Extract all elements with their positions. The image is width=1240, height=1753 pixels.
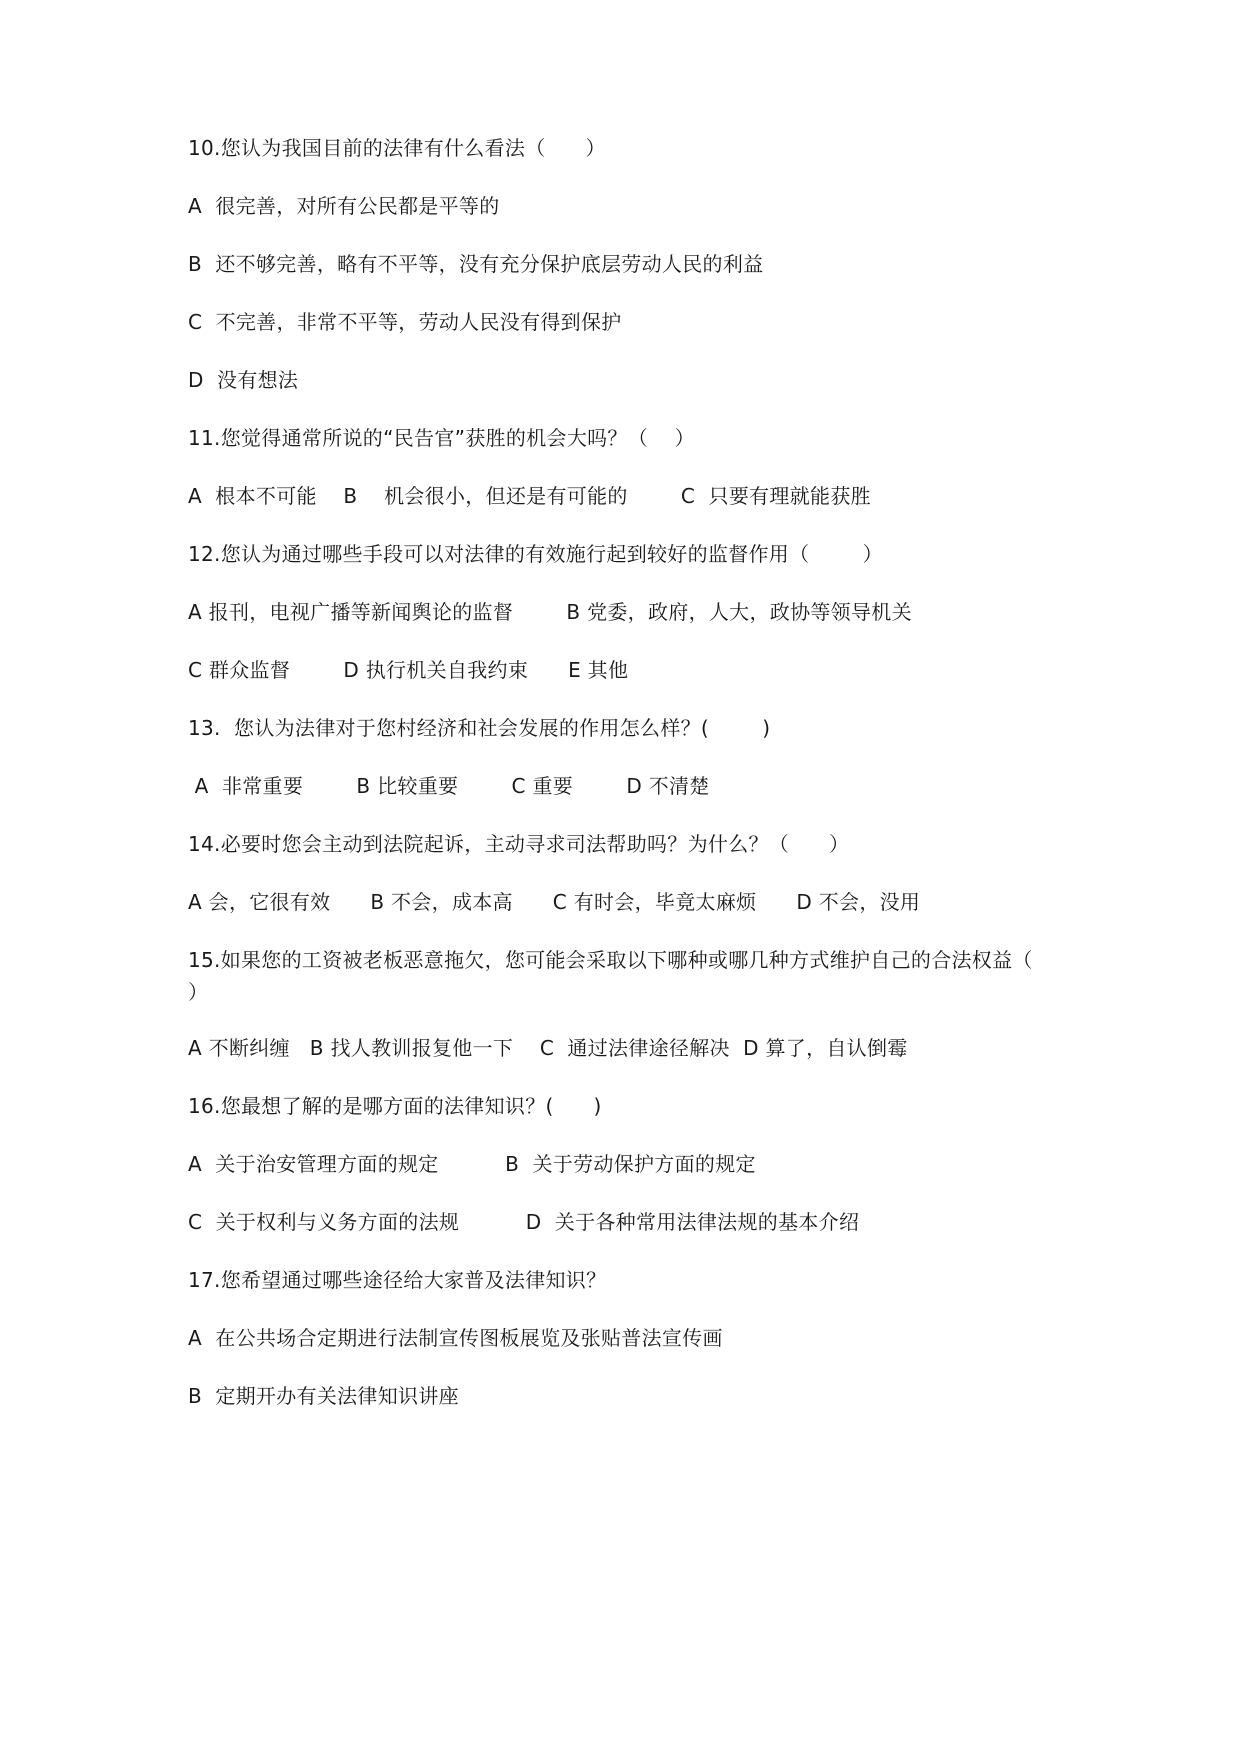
option-17b: B 定期开办有关法律知识讲座 — [188, 1384, 459, 1408]
option-10d: D 没有想法 — [188, 368, 299, 392]
question-11: 11.您觉得通常所说的“民告官”获胜的机会大吗？（ ） — [188, 426, 695, 450]
options-12-row2: C 群众监督 D 执行机关自我约束 E 其他 — [188, 658, 629, 682]
question-16: 16.您最想了解的是哪方面的法律知识？( ) — [188, 1094, 602, 1118]
question-14: 14.必要时您会主动到法院起诉，主动寻求司法帮助吗？为什么？（ ） — [188, 832, 850, 856]
options-14: A 会，它很有效 B 不会，成本高 C 有时会，毕竟太麻烦 D 不会，没用 — [188, 890, 921, 914]
question-13: 13. 您认为法律对于您村经济和社会发展的作用怎么样？( ) — [188, 716, 771, 740]
options-11: A 根本不可能 B 机会很小，但还是有可能的 C 只要有理就能获胜 — [188, 484, 871, 508]
question-12: 12.您认为通过哪些手段可以对法律的有效施行起到较好的监督作用（ ） — [188, 542, 883, 566]
option-10b: B 还不够完善，略有不平等，没有充分保护底层劳动人民的利益 — [188, 252, 764, 276]
option-10a: A 很完善，对所有公民都是平等的 — [188, 194, 500, 218]
options-15: A 不断纠缠 B 找人教训报复他一下 C 通过法律途径解决 D 算了，自认倒霉 — [188, 1036, 908, 1060]
question-17: 17.您希望通过哪些途径给大家普及法律知识？ — [188, 1268, 607, 1292]
options-16-row1: A 关于治安管理方面的规定 B 关于劳动保护方面的规定 — [188, 1152, 756, 1176]
options-16-row2: C 关于权利与义务方面的法规 D 关于各种常用法律法规的基本介绍 — [188, 1210, 860, 1234]
options-13: A 非常重要 B 比较重要 C 重要 D 不清楚 — [188, 774, 710, 798]
options-12-row1: A 报刊，电视广播等新闻舆论的监督 B 党委，政府，人大，政协等领导机关 — [188, 600, 912, 624]
question-10: 10.您认为我国目前的法律有什么看法（ ） — [188, 136, 606, 160]
question-15: 15.如果您的工资被老板恶意拖欠，您可能会采取以下哪种或哪几种方式维护自己的合法权益（ ） — [188, 948, 1060, 1004]
option-17a: A 在公共场合定期进行法制宣传图板展览及张贴普法宣传画 — [188, 1326, 723, 1350]
option-10c: C 不完善，非常不平等，劳动人民没有得到保护 — [188, 310, 622, 334]
